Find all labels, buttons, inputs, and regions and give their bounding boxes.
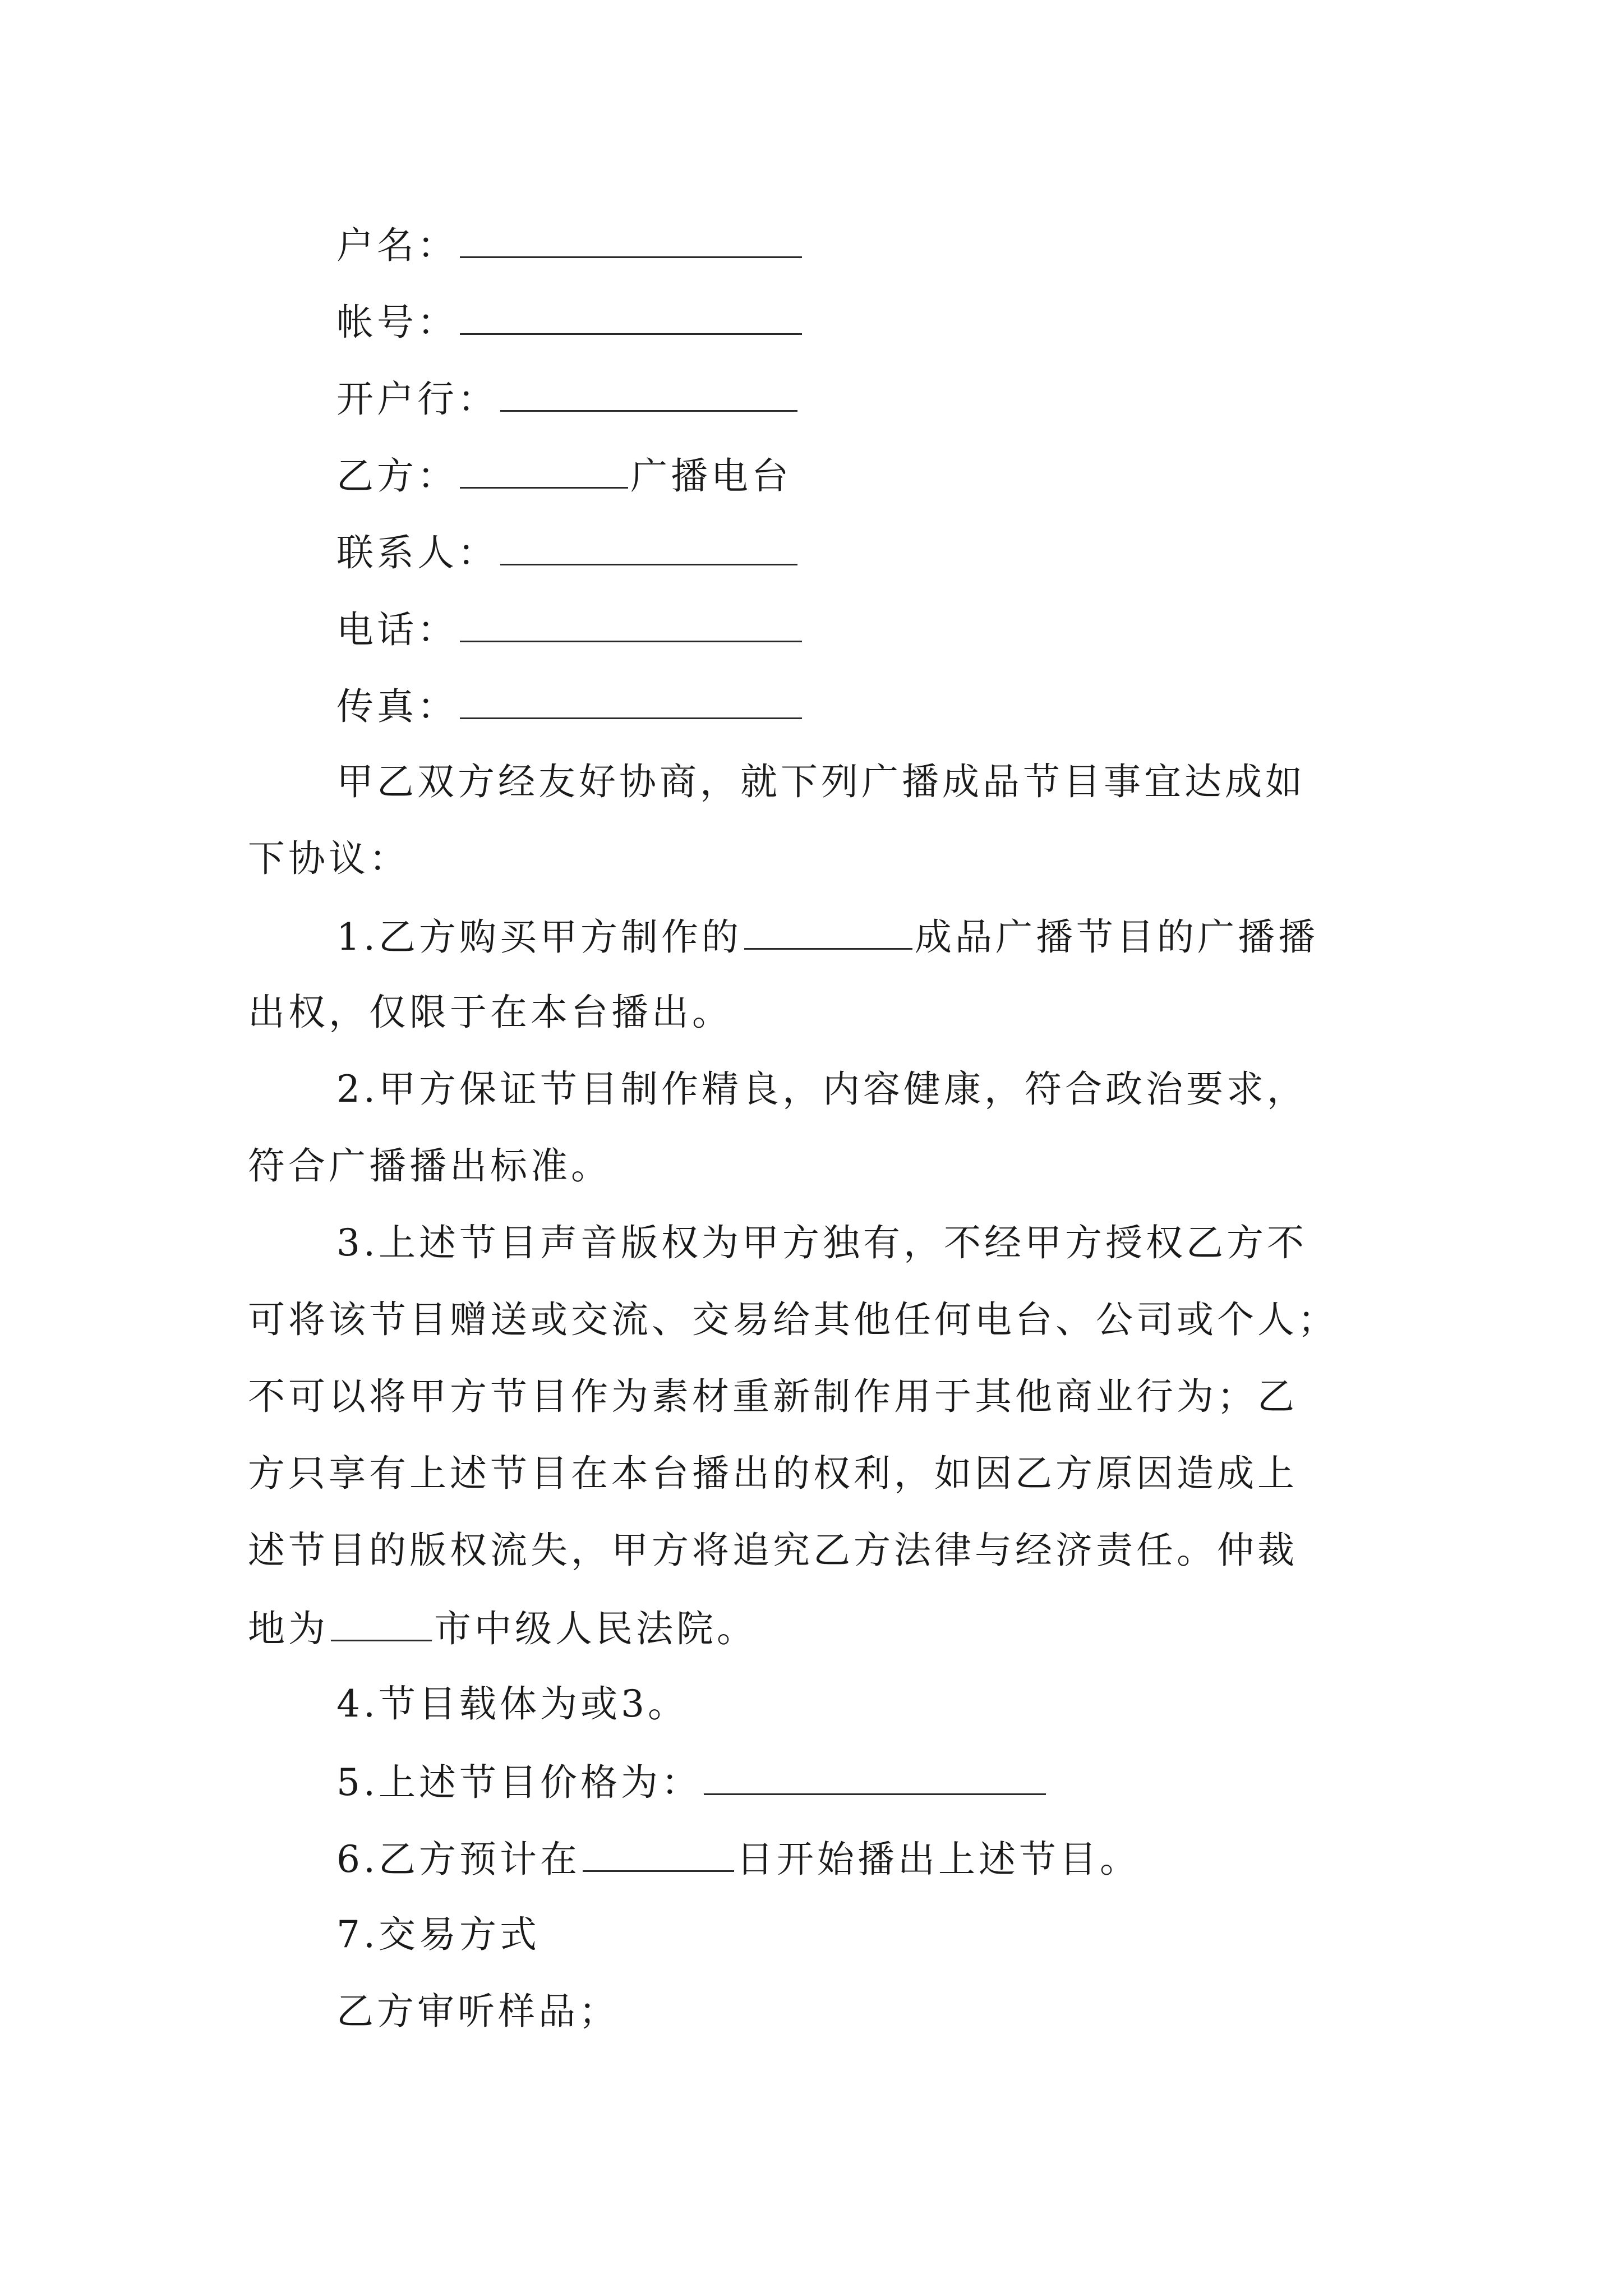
phone-field xyxy=(336,606,1486,651)
clause-3-line-5: 述节目的版权流失，甲方将追究乙方法律与经济责任。仲裁 xyxy=(248,1529,1298,1572)
clause-3-arbitration-suffix: 市中级人民法院。 xyxy=(434,1607,757,1650)
intro-line-2: 下协议： xyxy=(248,837,409,880)
account-number-blank[interactable] xyxy=(460,298,802,335)
clause-5 xyxy=(336,1759,1486,1803)
clause-3-line-3: 不可以将甲方节目作为素材重新制作用于其他商业行为；乙 xyxy=(248,1375,1298,1418)
account-name-field xyxy=(336,222,1486,266)
clause-1-line-1 xyxy=(336,913,1486,958)
fax-field xyxy=(336,683,1486,728)
price-blank[interactable] xyxy=(704,1759,1046,1795)
clause-6-suffix: 日开始播出上述节目。 xyxy=(736,1838,1140,1881)
contact-field xyxy=(336,529,1486,574)
start-date-blank[interactable] xyxy=(583,1835,734,1872)
clause-7: 7.交易方式 xyxy=(336,1913,540,1956)
party-b-blank[interactable] xyxy=(460,452,628,489)
fax-label: 传真： xyxy=(336,685,458,728)
account-name-blank[interactable] xyxy=(460,222,802,258)
clause-6 xyxy=(336,1835,1486,1880)
clause-5-label: 5.上述节目价格为： xyxy=(336,1761,702,1804)
phone-label: 电话： xyxy=(336,608,458,651)
bank-blank[interactable] xyxy=(500,375,797,412)
clause-1-text-a: 1.乙方购买甲方制作的 xyxy=(336,915,742,959)
clause-2-line-2: 符合广播播出标准。 xyxy=(248,1144,611,1188)
clause-1-text-b: 成品广播节目的广播播 xyxy=(914,915,1318,959)
clause-4: 4.节目载体为或3。 xyxy=(336,1682,688,1726)
clause-1-line-2: 出权，仅限于在本台播出。 xyxy=(248,991,732,1034)
clause-3-line-4: 方只享有上述节目在本台播出的权利，如因乙方原因造成上 xyxy=(248,1452,1298,1495)
clause-7-item: 乙方审听样品； xyxy=(336,1990,619,2033)
bank-field xyxy=(336,375,1486,420)
account-number-label: 帐号： xyxy=(336,301,458,344)
clause-3-arbitration-prefix: 地为 xyxy=(248,1607,329,1650)
phone-blank[interactable] xyxy=(460,606,802,642)
party-b-label: 乙方： xyxy=(336,454,458,498)
clause-3-line-1: 3.上述节目声音版权为甲方独有，不经甲方授权乙方不 xyxy=(336,1221,1307,1264)
contact-blank[interactable] xyxy=(500,529,797,565)
party-b-field xyxy=(336,452,1486,497)
clause-3-line-2: 可将该节目赠送或交流、交易给其他任何电台、公司或个人； xyxy=(248,1298,1338,1341)
clause-2-line-1: 2.甲方保证节目制作精良，内容健康，符合政治要求， xyxy=(336,1068,1307,1111)
contact-label: 联系人： xyxy=(336,531,498,574)
arbitration-city-blank[interactable] xyxy=(331,1605,432,1641)
clause-3-line-6 xyxy=(248,1605,1398,1650)
account-name-label: 户名： xyxy=(336,224,458,267)
account-number-field xyxy=(336,298,1486,343)
clause-1-blank[interactable] xyxy=(744,913,912,950)
party-b-suffix: 广播电台 xyxy=(630,454,792,498)
fax-blank[interactable] xyxy=(460,683,802,719)
clause-6-prefix: 6.乙方预计在 xyxy=(336,1838,580,1881)
bank-label: 开户行： xyxy=(336,378,498,421)
intro-line-1: 甲乙双方经友好协商，就下列广播成品节目事宜达成如 xyxy=(336,760,1306,803)
